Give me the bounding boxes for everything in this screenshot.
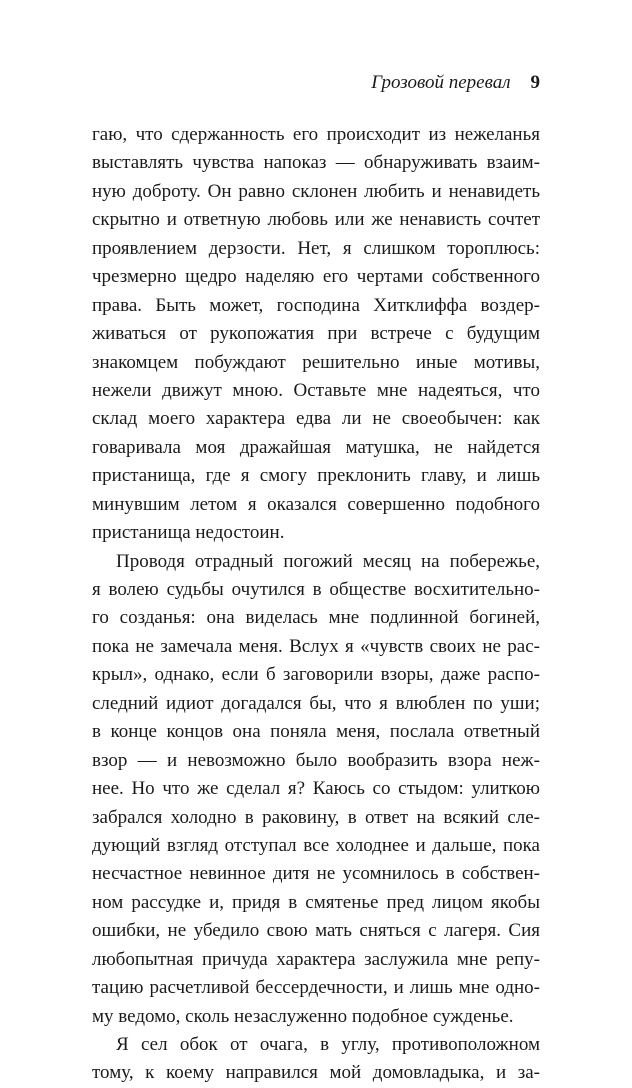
text-line: забрался холодно в раковину, в ответ на всякий сле- [92, 806, 540, 828]
text-line: нежели движут мною. Оставьте мне надеяться, что [92, 379, 540, 401]
text-line: проявлением дерзости. Нет, я слишком тороплюсь: [92, 237, 540, 259]
text-line: права. Быть может, господина Хитклиффа воздер- [92, 294, 540, 316]
text-line: склад моего характера едва ли не своеобычен: как [92, 408, 540, 430]
text-line: следний идиот догадался бы, что я влюблен по уши; [92, 692, 540, 714]
text-line: крыл», однако, если б заговорили взоры, даже распо- [92, 664, 540, 686]
text-line: дующий взгляд отступал все холоднее и дальше, пока [92, 834, 540, 856]
text-line: ную доброту. Он равно склонен любить и ненавидеть [92, 180, 540, 202]
text-line: любопытная причуда характера заслужила мне репу- [92, 948, 540, 970]
text-line: му ведомо, сколь незаслуженно подобное сужденье. [92, 1005, 514, 1027]
text-line: пристанища, где я смогу преклонить главу, и лишь [92, 465, 540, 487]
text-line: говаривала моя дражайшая матушка, не найдется [92, 436, 540, 458]
text-line: го созданья: она виделась мне подлинной богиней, [92, 607, 540, 629]
text-line: знакомцем побуждают решительно иные мотивы, [92, 351, 540, 373]
running-title: Грозовой перевал [371, 72, 511, 93]
text-line: Я сел обок от очага, в углу, противоположном [116, 1034, 540, 1055]
body-text [92, 121, 540, 1088]
text-line: в конце концов она поняла меня, послала ответный [92, 721, 540, 743]
text-line: тому, к коему направился мой домовладыка, и за- [92, 1062, 540, 1084]
text-line: выставлять чувства напоказ — обнаруживать взаим- [92, 152, 540, 174]
text-line: Проводя отрадный погожий месяц на побережье, [116, 550, 540, 572]
text-line: скрытно и ответную любовь или же ненависть сочтет [92, 209, 540, 231]
text-line: я волею судьбы очутился в обществе восхитительно- [92, 579, 540, 600]
text-line: ном рассудке и, придя в смятенье пред лицом якобы [92, 891, 540, 913]
text-line: гаю, что сдержанность его происходит из нежеланья [92, 124, 540, 145]
text-line: минувшим летом я оказался совершенно подобного [92, 493, 540, 515]
text-line: ошибки, не убедило свою мать сняться с лагеря. Сия [92, 920, 540, 942]
text-line: взор — и невозможно было вообразить взора неж- [92, 749, 540, 771]
running-head [371, 71, 540, 95]
text-line: нее. Но что же сделал я? Каюсь со стыдом: улиткою [92, 778, 540, 800]
text-line: пристанища недостоин. [92, 522, 285, 544]
text-line: несчастное невинное дитя не усомнилось в собствен- [92, 863, 540, 885]
text-line: живаться от рукопожатия при встрече с будущим [92, 323, 540, 345]
page-number: 9 [530, 72, 540, 93]
text-line: тацию расчетливой бессердечности, и лишь мне одно- [92, 977, 540, 999]
text-line: пока не замечала меня. Вслух я «чувств своих не рас- [92, 635, 540, 657]
text-line: чрезмерно щедро наделяю его чертами собственного [92, 266, 540, 288]
